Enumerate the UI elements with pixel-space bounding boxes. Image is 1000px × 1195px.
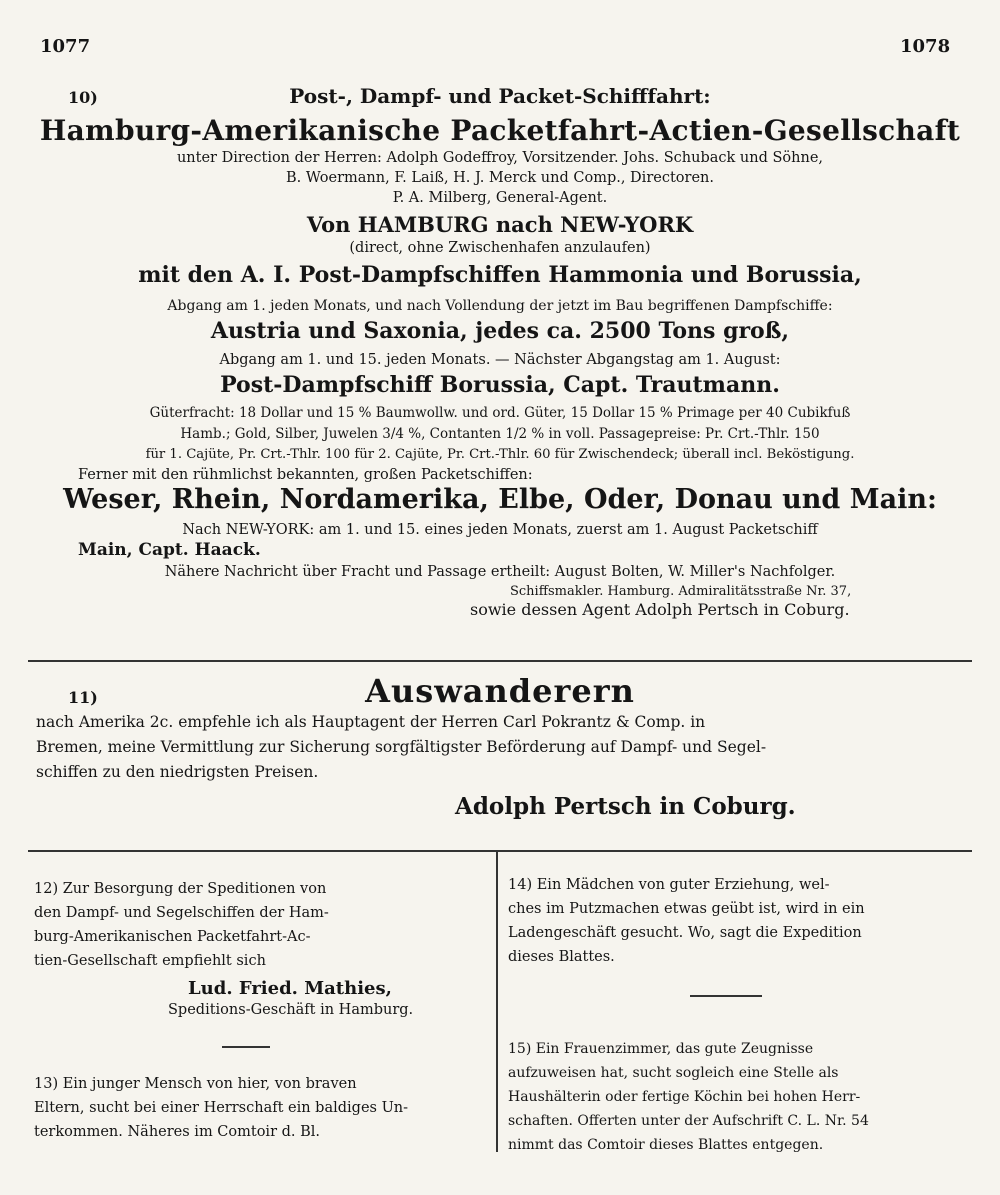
ad10-new-ships: Austria und Saxonia, jedes ca. 2500 Tons groß, <box>210 318 790 344</box>
section-divider <box>28 660 972 662</box>
ad12-business: Speditions-Geschäft in Hamburg. <box>168 1002 414 1018</box>
ad10-ships-line: mit den A. I. Post-Dampfschiffen Hammonia und Borussia, <box>138 262 862 288</box>
ad10-directors-line: B. Woermann, F. Laiß, H. J. Merck und Comp., Directoren. <box>286 170 714 186</box>
ad10-main-ship: Main, Capt. Haack. <box>78 540 261 560</box>
ad12-line-1: 12) Zur Besorgung der Speditionen von <box>34 881 327 897</box>
ad10-to-new-york: Nach NEW-YORK: am 1. und 15. eines jeden Monats, zuerst am 1. August Packetschiff <box>182 522 818 538</box>
columns-top-divider <box>28 850 972 852</box>
ad12-line-3: burg-Amerikanischen Packetfahrt-Ac- <box>34 929 311 945</box>
ad12 <box>34 877 329 973</box>
ad10-next-ship: Post-Dampfschiff Borussia, Capt. Trautmann. <box>220 372 780 398</box>
column-divider <box>496 852 498 1152</box>
ad12-line-4: tien-Gesellschaft empfiehlt sich <box>34 953 266 969</box>
ad14-line-2: ches im Putzmachen etwas geübt ist, wird in ein <box>508 901 865 917</box>
ad10-broker: Schiffsmakler. Hamburg. Admiralitätsstraße Nr. 37, <box>510 584 852 599</box>
ad10-sail-ships: Weser, Rhein, Nordamerika, Elbe, Oder, Donau und Main: <box>63 484 937 515</box>
ad14-line-4: dieses Blattes. <box>508 949 615 965</box>
ad15-line-3: Haushälterin oder fertige Köchin bei hohen Herr- <box>508 1089 861 1105</box>
ad10-freight-line-2: Hamb.; Gold, Silber, Juwelen 3/4 %, Contanten 1/2 % in voll. Passagepreise: Pr. Crt.-Thlr. 150 <box>180 426 820 442</box>
ad10-freight-line-3: für 1. Cajüte, Pr. Crt.-Thlr. 100 für 2. Cajüte, Pr. Crt.-Thlr. 60 für Zwischendeck; überall incl. Beköstigung. <box>145 447 855 462</box>
ad10-freight-line-1: Güterfracht: 18 Dollar und 15 % Baumwollw. und ord. Güter, 15 Dollar 15 % Primage per 40 Cubikfuß <box>149 405 851 421</box>
ad10-agent: sowie dessen Agent Adolph Pertsch in Coburg. <box>470 600 850 619</box>
ad11-heading: Auswanderern <box>365 672 635 710</box>
ad12-name: Lud. Fried. Mathies, <box>188 978 392 999</box>
ad15 <box>508 1037 869 1157</box>
ad10-departure-dates: Abgang am 1. und 15. jeden Monats. — Nächster Abgangstag am 1. August: <box>219 352 781 368</box>
ad11-line-1: nach Amerika 2c. empfehle ich als Hauptagent der Herren Carl Pokrantz & Comp. in <box>36 713 706 731</box>
ad-number-10: 10) <box>68 88 98 107</box>
ad-number-11: 11) <box>68 688 98 707</box>
page-number-left: 1077 <box>40 36 91 57</box>
ad10-direct: (direct, ohne Zwischenhafen anzulaufen) <box>349 240 651 256</box>
ad11-signature: Adolph Pertsch in Coburg. <box>455 793 796 820</box>
ad14-line-1: 14) Ein Mädchen von guter Erziehung, wel- <box>508 877 830 893</box>
ad11-line-2: Bremen, meine Vermittlung zur Sicherung sorgfältigster Beförderung auf Dampf- und Segel- <box>36 738 767 756</box>
ad15-line-2: aufzuweisen hat, sucht sogleich eine Stelle als <box>508 1065 839 1081</box>
ad10-further-line: Ferner mit den rühmlichst bekannten, großen Packetschiffen: <box>78 467 533 483</box>
ad14 <box>508 873 865 969</box>
ad15-line-4: schaften. Offerten unter der Aufschrift C. L. Nr. 54 <box>508 1113 869 1129</box>
ad11-line-3: schiffen zu den niedrigsten Preisen. <box>36 763 319 781</box>
ad10-heading: Post-, Dampf- und Packet-Schifffahrt: <box>289 84 711 108</box>
ad15-line-5: nimmt das Comtoir dieses Blattes entgegen. <box>508 1137 824 1153</box>
ad13-line-1: 13) Ein junger Mensch von hier, von braven <box>34 1076 357 1092</box>
ad12-line-2: den Dampf- und Segelschiffen der Ham- <box>34 905 329 921</box>
ad10-info-line: Nähere Nachricht über Fracht und Passage ertheilt: August Bolten, W. Miller's Nachfolger. <box>164 564 836 580</box>
ad10-route: Von HAMBURG nach NEW-YORK <box>306 212 694 237</box>
ad10-general-agent: P. A. Milberg, General-Agent. <box>392 190 608 206</box>
ad10-direction-line: unter Direction der Herren: Adolph Godeffroy, Vorsitzender. Johs. Schuback und Söhne, <box>176 150 824 166</box>
page-number-right: 1078 <box>900 36 951 57</box>
ad12-short-rule <box>222 1046 270 1048</box>
ad13-line-3: terkommen. Näheres im Comtoir d. Bl. <box>34 1124 321 1140</box>
ad15-line-1: 15) Ein Frauenzimmer, das gute Zeugnisse <box>508 1041 814 1057</box>
ad10-company: Hamburg-Amerikanische Packetfahrt-Actien-Gesellschaft <box>39 114 961 147</box>
ad13-line-2: Eltern, sucht bei einer Herrschaft ein baldiges Un- <box>34 1100 409 1116</box>
ad10-departure-line: Abgang am 1. jeden Monats, und nach Vollendung der jetzt im Bau begriffenen Dampfschiffe: <box>167 298 833 314</box>
ad14-short-rule <box>690 995 762 997</box>
ad14-line-3: Ladengeschäft gesucht. Wo, sagt die Expedition <box>508 925 862 941</box>
ad13 <box>34 1072 408 1144</box>
